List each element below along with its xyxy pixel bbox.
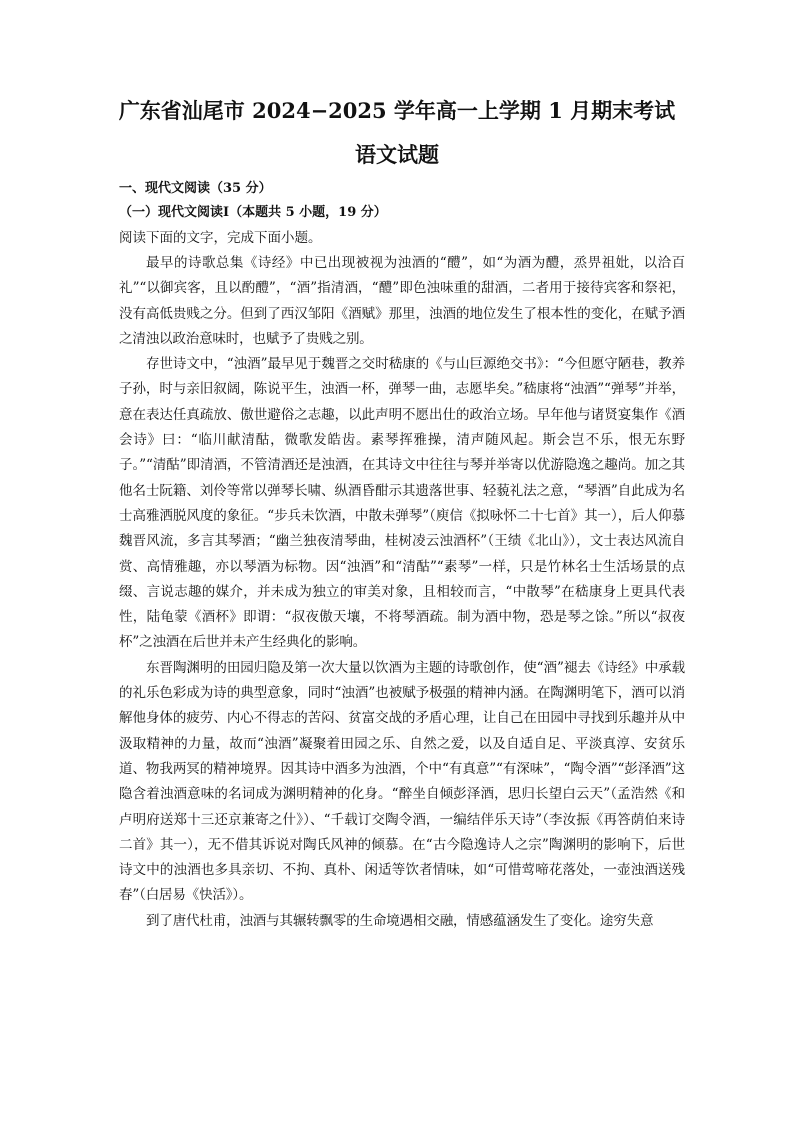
document-subtitle: 语文试题 <box>355 142 439 167</box>
reading-instruction: 阅读下面的文字，完成下面小题。 <box>119 230 322 246</box>
paragraph-1: 最早的诗歌总集《诗经》中已出现被视为浊酒的“醴”，如“为酒为醴，烝畀祖妣，以洽百礼”“以御宾客，且以酌醴”，“酒”指清酒，“醴”即色浊味重的甜酒，二者用于接待宾客和祭祀，没有高低贵贱之分。但到了西汉邹阳《酒赋》那里，浊酒的地位发生了根本性的变化，在赋予酒之清浊以政治意味时，也赋予了贵贱之别。 <box>119 255 685 347</box>
document-title: 广东省汕尾市 2024−2025 学年高一上学期 1 月期末考试 <box>118 98 676 123</box>
paragraph-4: 到了唐代杜甫，浊酒与其辗转飘零的生命境遇相交融，情感蕴涵发生了变化。途穷失意 <box>146 912 654 929</box>
paragraph-3: 东晋陶渊明的田园归隐及第一次大量以饮酒为主题的诗歌创作，使“酒”褪去《诗经》中承载的礼乐色彩成为诗的典型意象，同时“浊酒”也被赋予极强的精神内涵。在陶渊明笔下，酒可以消解他身体的疲劳、内心不得志的苦闷、贫富交战的矛盾心理，让自己在田园中寻找到乐趣并从中汲取精神的力量，故而“浊酒”凝聚着田园之乐、自然之爱，以及自适自足、平淡真淳、安贫乐道、物我两冥的精神境界。因其诗中酒多为浊酒，个中“有真意”“有深味”，“陶令酒”“彭泽酒”这隐含着浊酒意味的名词成为渊明精神的化身。“醉坐自倾彭泽酒，思归长望白云天”（孟浩然《和卢明府送郑十三还京兼寄之什》）、“千载订交陶令酒，一编结伴乐天诗”（李汝振《再答荫伯来诗二首》其一），无不借其诉说对陶氏风神的倾慕。在“古今隐逸诗人之宗”陶渊明的影响下，后世诗文中的浊酒也多具亲切、不拘、真朴、闲适等饮者情味，如“可惜莺啼花落处，一壶浊酒送残春”（白居易《快活》）。 <box>119 659 685 904</box>
document-body <box>119 177 685 934</box>
subsection-heading: （一）现代文阅读Ⅰ（本题共 5 小题，19 分） <box>119 205 387 220</box>
section-heading: 一、现代文阅读（35 分） <box>119 181 272 196</box>
paragraph-2: 存世诗文中，“浊酒”最早见于魏晋之交时嵇康的《与山巨源绝交书》：“今但愿守陋巷，教养子孙，时与亲旧叙阔，陈说平生，浊酒一杯，弹琴一曲，志愿毕矣。”嵇康将“浊酒”“弹琴”并举，意在表达任真疏放、傲世避俗之志趣，以此声明不愿出仕的政治立场。早年他与诸贤宴集作《酒会诗》曰：“临川献清酤，微歌发皓齿。素琴挥雅操，清声随风起。斯会岂不乐，恨无东野子。”“清酤”即清酒，不管清酒还是浊酒，在其诗文中往往与琴并举寄以优游隐逸之趣尚。加之其他名士阮籍、刘伶等常以弹琴长啸、纵酒昏酣示其遗落世事、轻藐礼法之意，“琴酒”自此成为名士高雅洒脱风度的象征。“步兵未饮酒，中散未弹琴”（庾信《拟咏怀二十七首》其一），后人仰慕魏晋风流，多言其琴酒；“幽兰独夜清琴曲，桂树凌云浊酒杯”（王绩《北山》），文士表达风流自赏、高情雅趣，亦以琴酒为标物。因“浊酒”和“清酤”“素琴”一样，只是竹林名士生活场景的点缀、言说志趣的媒介，并未成为独立的审美对象，且相较而言，“中散琴”在嵇康身上更具代表性，陆龟蒙《酒杯》即谓：“叔夜傲天壤，不将琴酒疏。制为酒中物，恐是琴之馀。”所以“叔夜杯”之浊酒在后世并未产生经典化的影响。 <box>119 356 685 651</box>
